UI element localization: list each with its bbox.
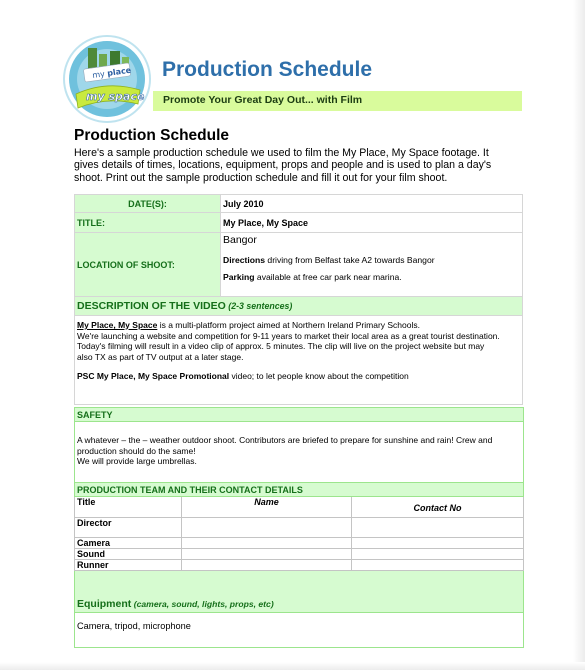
- role-director: Director: [75, 518, 182, 538]
- description-header-row: [75, 297, 523, 316]
- title-label: TITLE:: [75, 213, 221, 233]
- team-col-title: Title: [75, 497, 182, 518]
- directions-text: driving from Belfast take A2 towards Bangor: [265, 255, 435, 265]
- camera-name-cell[interactable]: [182, 538, 352, 549]
- safety-header-row: [75, 408, 524, 422]
- dates-value: July 2010: [221, 195, 523, 213]
- title-row: [75, 213, 523, 233]
- equipment-body-row: [75, 613, 524, 648]
- description-body: [75, 316, 523, 405]
- equipment-note: (camera, sound, lights, props, etc): [133, 599, 274, 609]
- runner-name-cell[interactable]: [182, 560, 352, 571]
- team-row-runner: [75, 560, 524, 571]
- dates-label: DATE(S):: [75, 195, 221, 213]
- team-label: PRODUCTION TEAM AND THEIR CONTACT DETAILS: [75, 483, 524, 497]
- equipment-body: [75, 613, 524, 648]
- tagline: Promote Your Great Day Out... with Film: [163, 94, 363, 106]
- team-row-sound: [75, 549, 524, 560]
- page-edge-bottom: [0, 662, 585, 670]
- description-text: is a multi-platform project aimed at Northern Ireland Primary Schools.: [157, 320, 420, 330]
- safety-body-row: [75, 422, 524, 483]
- parking-text: available at free car park near marina.: [254, 272, 402, 282]
- intro-line: gives details of times, locations, equipment, props and people and is used to plan a day's: [74, 159, 492, 172]
- logo-graphic: [62, 34, 152, 124]
- director-name-cell[interactable]: [182, 518, 352, 538]
- safety-line: We will provide large umbrellas.: [77, 456, 197, 467]
- equipment-label: Equipment: [77, 598, 132, 610]
- safety-team-table: [74, 407, 524, 648]
- director-contact-cell[interactable]: [352, 518, 524, 538]
- section-heading: Production Schedule: [74, 127, 230, 144]
- location-value: [221, 233, 523, 297]
- team-columns-row: [75, 497, 524, 518]
- equipment-header-row: [75, 571, 524, 613]
- description-line: We're launching a website and competition for 9-11 years to market their local area as a great tourist destination.: [77, 330, 500, 341]
- safety-line: A whatever – the – weather outdoor shoot. Contributors are briefed to prepare for sunshine and rain! Crew and: [77, 435, 493, 445]
- location-label: LOCATION OF SHOOT:: [75, 233, 221, 297]
- details-table: [74, 194, 523, 405]
- document-title: Production Schedule: [162, 58, 373, 81]
- sound-contact-cell[interactable]: [352, 549, 524, 560]
- intro-paragraph: [74, 147, 524, 184]
- title-value: My Place, My Space: [221, 213, 523, 233]
- team-col-name: Name: [182, 497, 352, 518]
- parking-label: Parking: [223, 272, 255, 282]
- equipment-value: Camera, tripod, microphone: [77, 621, 191, 631]
- safety-line: production should do the same!: [77, 445, 196, 456]
- intro-line: shoot. Print out the sample production schedule and fill it out for your film shoot.: [74, 171, 448, 184]
- description-line: [77, 320, 520, 331]
- psc-label: PSC My Place, My Space Promotional: [77, 371, 230, 382]
- description-project-name: My Place, My Space: [77, 320, 158, 330]
- role-sound: Sound: [75, 549, 182, 560]
- team-row-director: [75, 518, 524, 538]
- dates-row: [75, 195, 523, 213]
- safety-label: SAFETY: [75, 408, 524, 422]
- description-note: (2-3 sentences): [228, 301, 293, 311]
- description-header: [75, 297, 523, 316]
- runner-contact-cell[interactable]: [352, 560, 524, 571]
- role-camera: Camera: [75, 538, 182, 549]
- equipment-header: [75, 571, 524, 613]
- logo-text-my-space: my space: [86, 90, 145, 103]
- directions-line: [223, 255, 520, 265]
- my-place-my-space-logo: [62, 34, 152, 124]
- camera-contact-cell[interactable]: [352, 538, 524, 549]
- role-runner: Runner: [75, 560, 182, 571]
- team-header-row: [75, 483, 524, 497]
- tagline-bar: [153, 91, 522, 111]
- location-town: Bangor: [223, 234, 257, 246]
- intro-line: Here's a sample production schedule we used to film the My Place, My Space footage. It: [74, 147, 489, 159]
- description-label: DESCRIPTION OF THE VIDEO: [77, 300, 226, 312]
- page-edge-right: [573, 0, 585, 670]
- description-line: also TX as part of TV output at a later stage.: [77, 351, 244, 362]
- parking-line: [223, 272, 520, 282]
- psc-line: [77, 371, 520, 382]
- team-col-contact: Contact No: [352, 497, 524, 518]
- psc-text: video; to let people know about the competition: [229, 371, 409, 382]
- location-row: [75, 233, 523, 297]
- sound-name-cell[interactable]: [182, 549, 352, 560]
- logo-text-my-place: my place: [91, 65, 132, 81]
- team-row-camera: [75, 538, 524, 549]
- safety-body: [75, 422, 524, 483]
- description-line: Today's filming will result in a video clip of approx. 5 minutes. The clip will live on the project website but may: [77, 341, 485, 352]
- directions-label: Directions: [223, 255, 266, 265]
- description-body-row: [75, 316, 523, 405]
